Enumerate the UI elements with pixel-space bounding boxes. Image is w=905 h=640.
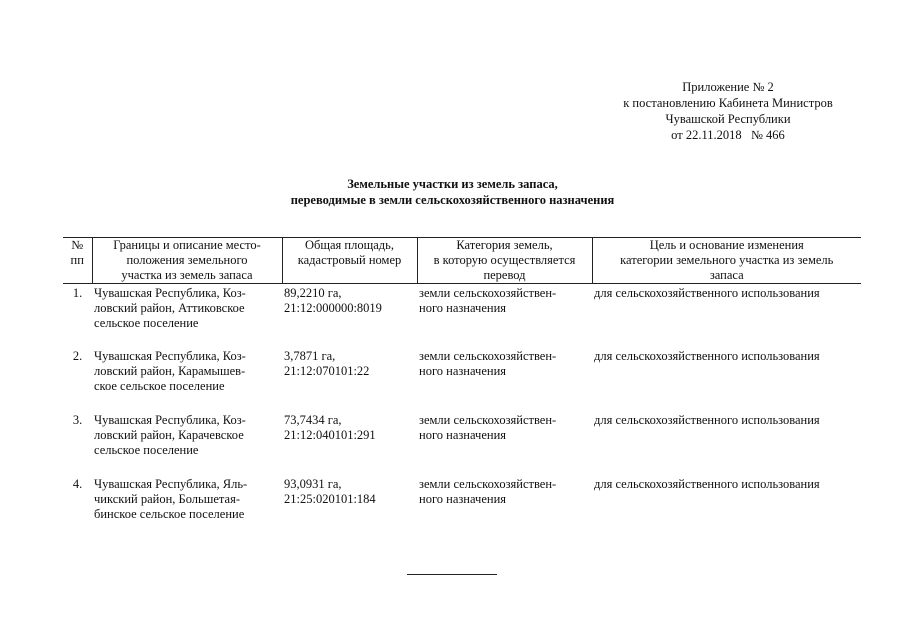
row-area: 3,7871 га, 21:12:070101:22 [284, 349, 370, 378]
row-number: 4. [72, 477, 83, 491]
row-purpose: для сельскохозяйственного использования [594, 349, 820, 363]
row-category: земли сельскохозяйствен- ного назначения [419, 413, 557, 442]
table-row [63, 348, 861, 412]
header-location: Границы и описание место- положения земельного участка из земель запаса [92, 238, 282, 284]
header-area: Общая площадь, кадастровый номер [282, 238, 417, 284]
header-purpose: Цель и основание изменения категории земельного участка из земель запаса [592, 238, 861, 284]
row-area: 93,0931 га, 21:25:020101:184 [284, 477, 376, 506]
row-area: 89,2210 га, 21:12:000000:8019 [284, 286, 382, 315]
row-category: земли сельскохозяйствен- ного назначения [419, 477, 557, 506]
header-category: Категория земель, в которую осуществляется перевод [417, 238, 592, 284]
row-location: Чувашская Республика, Коз- ловский район, Карачевское сельское поселение [94, 413, 246, 457]
table-row [63, 412, 861, 476]
appendix-resolution: к постановлению Кабинета Министров [623, 96, 833, 110]
land-plots-table [63, 237, 861, 522]
row-purpose: для сельскохозяйственного использования [594, 477, 820, 491]
footer-divider [407, 574, 497, 575]
appendix-header [598, 79, 858, 143]
header-number: № пп [63, 238, 92, 284]
table-row [63, 284, 861, 349]
table-header-row [63, 238, 861, 284]
appendix-date-number: от 22.11.2018 № 466 [671, 128, 785, 142]
row-purpose: для сельскохозяйственного использования [594, 413, 820, 427]
row-number: 3. [72, 413, 83, 427]
table-row [63, 476, 861, 522]
row-location: Чувашская Республика, Коз- ловский район, Аттиковское сельское поселение [94, 286, 246, 330]
document-title [0, 176, 905, 208]
appendix-republic: Чувашской Республики [665, 112, 791, 126]
row-location: Чувашская Республика, Яль- чикский район, Большетая- бинское сельское поселение [94, 477, 248, 521]
row-purpose: для сельскохозяйственного использования [594, 286, 820, 300]
row-category: земли сельскохозяйствен- ного назначения [419, 286, 557, 315]
row-number: 1. [72, 286, 83, 300]
row-area: 73,7434 га, 21:12:040101:291 [284, 413, 376, 442]
appendix-number: Приложение № 2 [682, 80, 774, 94]
title-line-1: Земельные участки из земель запаса, [347, 177, 558, 191]
row-category: земли сельскохозяйствен- ного назначения [419, 349, 557, 378]
row-location: Чувашская Республика, Коз- ловский район, Карамышев- ское сельское поселение [94, 349, 246, 393]
title-line-2: переводимые в земли сельскохозяйственного назначения [290, 193, 615, 207]
row-number: 2. [72, 349, 83, 363]
